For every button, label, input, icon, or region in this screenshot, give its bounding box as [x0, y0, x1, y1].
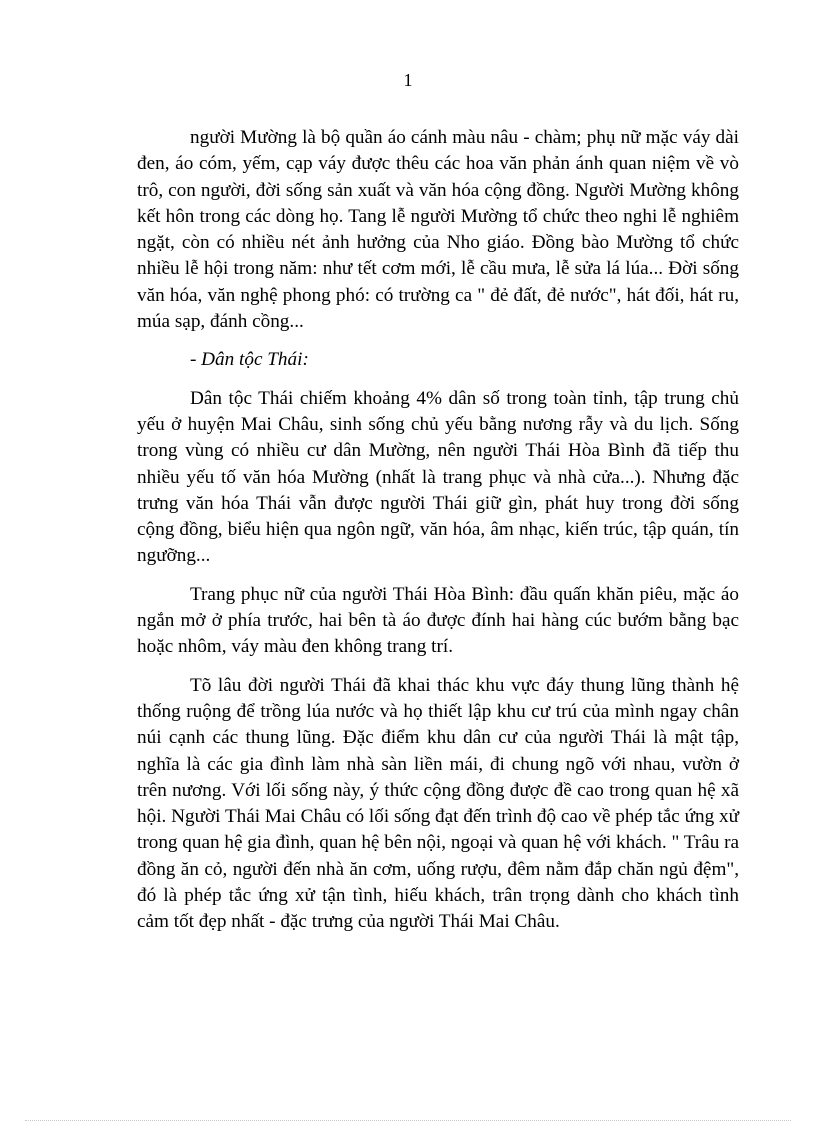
paragraph-thai-costume: Trang phục nữ của người Thái Hòa Bình: đầu quấn khăn piêu, mặc áo ngắn mở ở phía trước, hai bên tà áo được đính hai hàng cúc bướm bằng bạc hoặc nhôm, váy màu đen không trang trí.: [137, 583, 739, 658]
page-bottom-divider: [25, 1120, 791, 1121]
paragraph-thai-settlement: Tõ lâu đời người Thái đã khai thác khu vực đáy thung lũng thành hệ thống ruộng để trồng lúa nước và họ thiết lập khu cư trú của mình ngay chân núi cạnh các thung lũng. Đặc điểm khu dân cư của người Thái là mật tập, nghĩa là các gia đình làm nhà sàn liền mái, đi chung ngõ với nhau, vườn ở trên nương. Với lối sống này, ý thức cộng đồng được đề cao trong quan hệ xã hội. Người Thái Mai Châu có lối sống đạt đến trình độ cao về phép tắc ứng xử trong quan hệ gia đình, quan hệ bên nội, ngoại và quan hệ với khách. " Trâu ra đồng ăn cỏ, người đến nhà ăn cơm, uống rượu, đêm nằm đắp chăn ngủ đệm", đó là phép tắc ứng xử tận tình, hiếu khách, trân trọng dành cho khách tình cảm tốt đẹp nhất - đặc trưng của người Thái Mai Châu.: [137, 674, 739, 933]
page-number: 1: [403, 70, 413, 90]
section-heading-thai: - Dân tộc Thái:: [190, 349, 309, 371]
paragraph-thai-population: Dân tộc Thái chiếm khoảng 4% dân số trong toàn tỉnh, tập trung chủ yếu ở huyện Mai Châu, sinh sống chủ yếu bằng nương rẫy và du lịch. Sống trong vùng có nhiều cư dân Mường, nên người Thái Hòa Bình đã tiếp thu nhiều yếu tố văn hóa Mường (nhất là trang phục và nhà cửa...). Nhưng đặc trưng văn hóa Thái vẫn được người Thái giữ gìn, phát huy trong đời sống cộng đồng, biểu hiện qua ngôn ngữ, văn hóa, âm nhạc, kiến trúc, tập quán, tín ngưỡng...: [137, 387, 739, 567]
page-body: [137, 125, 739, 936]
paragraph-muong-culture: người Mường là bộ quần áo cánh màu nâu - chàm; phụ nữ mặc váy dài đen, áo cóm, yếm, cạp váy được thêu các hoa văn phản ánh quan niệm về vò trô, con người, đời sống sản xuất và văn hóa cộng đồng. Người Mường không kết hôn trong các dòng họ. Tang lễ người Mường tổ chức theo nghi lễ nghiêm ngặt, còn có nhiều nét ảnh hưởng của Nho giáo. Đồng bào Mường tổ chức nhiều lễ hội trong năm: như tết cơm mới, lễ cầu mưa, lễ sửa lá lúa... Đời sống văn hóa, văn nghệ phong phó: có trường ca " đẻ đất, đẻ nước", hát đối, hát ru, múa sạp, đánh cồng...: [137, 127, 739, 333]
